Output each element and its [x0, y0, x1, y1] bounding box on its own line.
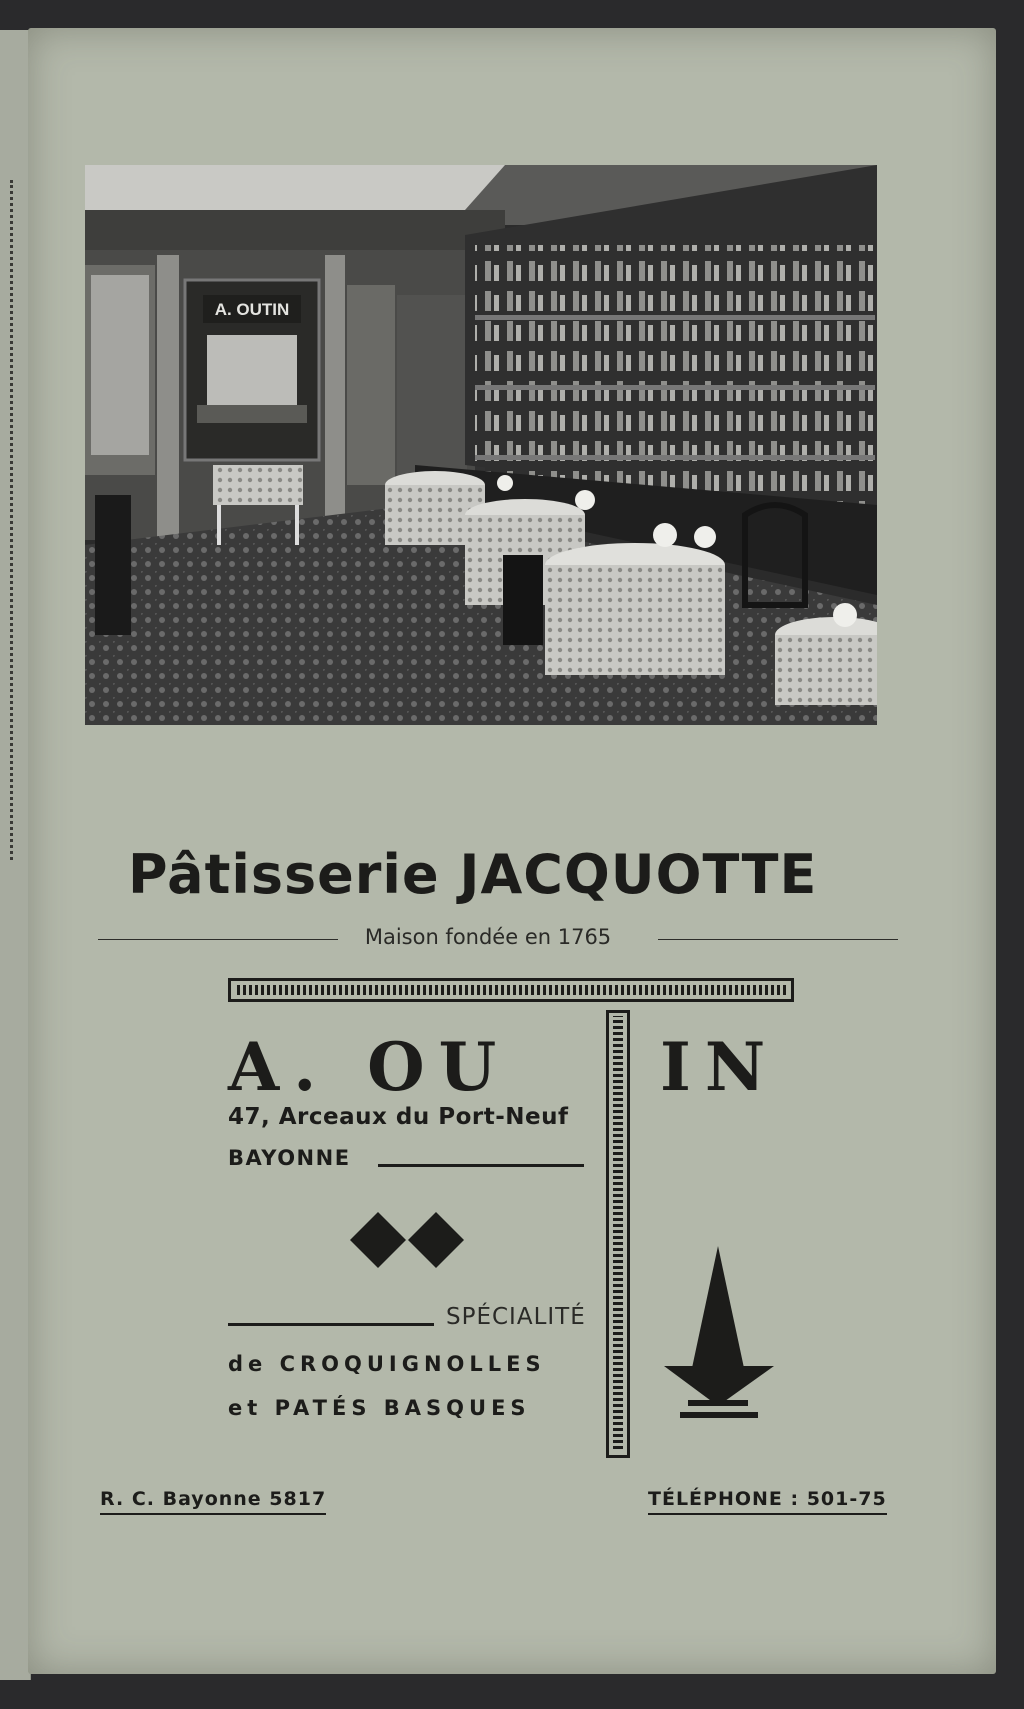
diamonds-ornament — [348, 1210, 468, 1270]
address-street: 47, Arceaux du Port-Neuf — [228, 1104, 569, 1130]
subtitle-text: Maison fondée en 1765 — [364, 925, 612, 949]
specialty-rule — [228, 1323, 434, 1326]
specialty-label: SPÉCIALITÉ — [446, 1304, 586, 1330]
telephone-number: TÉLÉPHONE : 501-75 — [648, 1488, 887, 1515]
shop-interior-photo — [85, 165, 877, 725]
specialty-line-1: de CROQUIGNOLLES — [228, 1352, 546, 1376]
logo-t-crossbar — [228, 978, 794, 1002]
advertisement-page — [28, 28, 996, 1674]
address-city: BAYONNE — [228, 1146, 351, 1170]
shop-title: Pâtisserie JACQUOTTE — [128, 843, 818, 906]
address-rule — [378, 1164, 584, 1167]
lamp-ornament — [660, 1246, 780, 1426]
subtitle-rule-left — [98, 939, 338, 940]
logo-name-right: IN — [660, 1028, 780, 1106]
perforation-dots — [10, 180, 17, 860]
specialty-line-2: et PATÉS BASQUES — [228, 1396, 531, 1420]
photo-sign-text: A. OUTIN — [214, 300, 290, 319]
registry-number: R. C. Bayonne 5817 — [100, 1488, 326, 1515]
logo-t-stem — [606, 1010, 630, 1458]
subtitle-rule-right — [658, 939, 898, 940]
adjacent-page-edge — [0, 30, 31, 1680]
outin-logo-block — [228, 978, 798, 1458]
logo-name-left: A. OU — [228, 1028, 511, 1106]
subtitle-row — [98, 925, 898, 955]
